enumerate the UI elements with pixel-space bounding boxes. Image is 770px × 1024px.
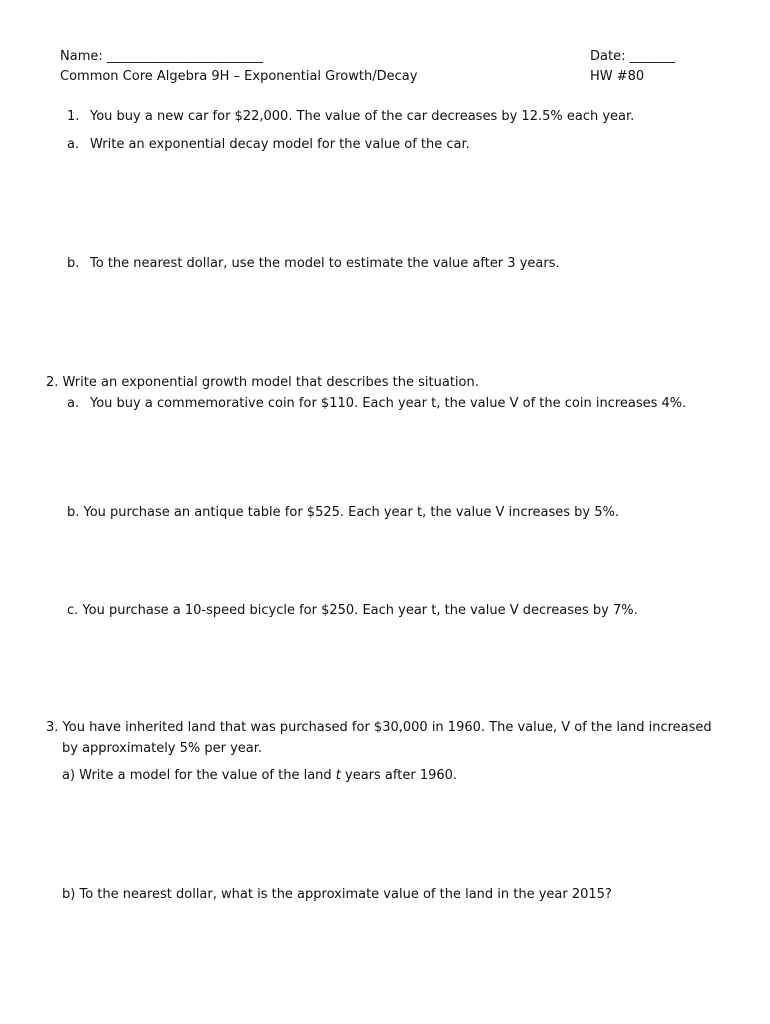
question-1a-text: Write an exponential decay model for the value of the car. <box>90 137 470 152</box>
name-field-label: Name: ________________________ <box>60 49 263 64</box>
homework-number: HW #80 <box>590 69 645 84</box>
question-3a-post: years after 1960. <box>340 768 458 783</box>
question-3b-text: b) To the nearest dollar, what is the approximate value of the land in the year 2015? <box>62 887 612 902</box>
question-1b-label: b. <box>67 256 80 271</box>
question-2a-label: a. <box>67 396 80 411</box>
question-2a-text: You buy a commemorative coin for $110. Each year t, the value V of the coin increases 4%. <box>90 396 687 411</box>
question-2b-text: b. You purchase an antique table for $525. Each year t, the value V increases by 5%. <box>67 505 620 520</box>
question-1-text: You buy a new car for $22,000. The value of the car decreases by 12.5% each year. <box>90 109 635 124</box>
question-2c-text: c. You purchase a 10-speed bicycle for $250. Each year t, the value V decreases by 7%. <box>67 603 638 618</box>
question-3a-pre: a) Write a model for the value of the land <box>62 768 336 783</box>
date-field-label: Date: _______ <box>590 49 676 64</box>
question-2-text: 2. Write an exponential growth model that describes the situation. <box>46 375 479 390</box>
question-3-text-line1: 3. You have inherited land that was purchased for $30,000 in 1960. The value, V of the land increased <box>46 720 712 735</box>
question-1a-label: a. <box>67 137 80 152</box>
question-3-text-line2: by approximately 5% per year. <box>62 741 263 756</box>
question-1b-text: To the nearest dollar, use the model to estimate the value after 3 years. <box>90 256 560 271</box>
question-3a-variable: t <box>335 768 341 783</box>
question-3a-text <box>62 768 457 784</box>
course-title: Common Core Algebra 9H – Exponential Growth/Decay <box>60 69 418 84</box>
question-1-number: 1. <box>67 109 80 124</box>
